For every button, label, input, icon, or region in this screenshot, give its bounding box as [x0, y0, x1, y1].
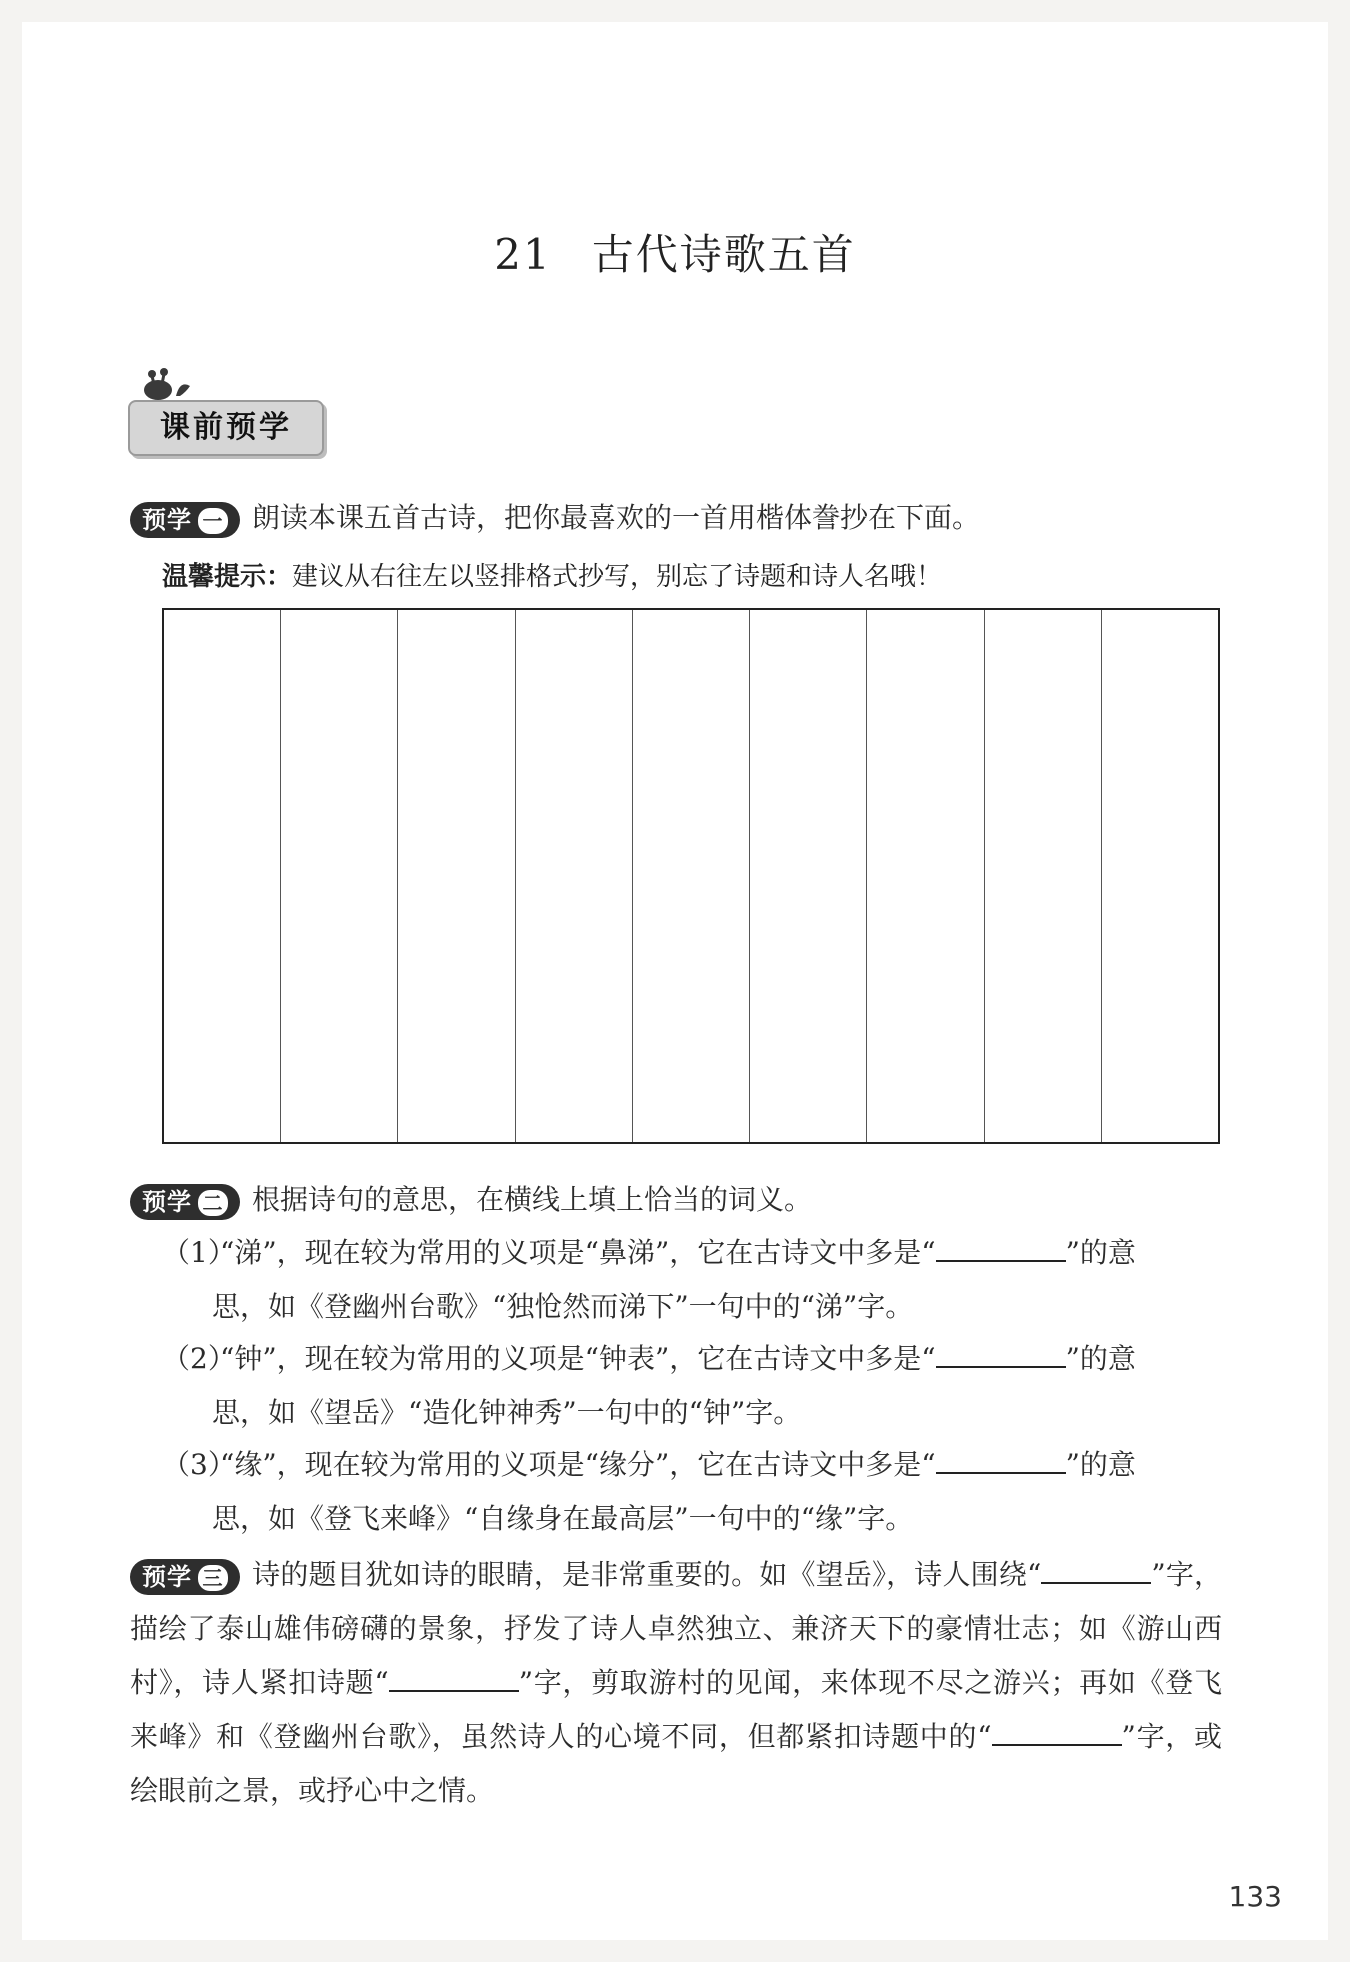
sub-question-2: （2）“钟”，现在较为常用的义项是“钟表”，它在古诗文中多是“ ”的意 思，如《望岳》“造化钟神秀”一句中的“钟”字。 [162, 1332, 1222, 1440]
question-tag: 预学 二 [130, 1184, 240, 1220]
grid-column[interactable] [516, 610, 633, 1142]
lesson-number: 21 [494, 230, 552, 279]
grid-column[interactable] [398, 610, 515, 1142]
answer-blank[interactable] [1041, 1554, 1151, 1584]
sub-question-3: （3）“缘”，现在较为常用的义项是“缘分”，它在古诗文中多是“ ”的意 思，如《登飞来峰》“自缘身在最高层”一句中的“缘”字。 [162, 1438, 1222, 1546]
lesson-title: 古代诗歌五首 [591, 230, 856, 279]
answer-blank[interactable] [389, 1662, 519, 1692]
question-text: 根据诗句的意思，在横线上填上恰当的词义。 [252, 1183, 813, 1216]
hint-text: 建议从右往左以竖排格式抄写，别忘了诗题和诗人名哦！ [292, 562, 943, 592]
grid-column[interactable] [281, 610, 398, 1142]
grid-column[interactable] [867, 610, 984, 1142]
copy-grid[interactable] [162, 608, 1220, 1144]
section-badge: 课前预学 [128, 400, 324, 456]
sub-question-1: （1）“涕”，现在较为常用的义项是“鼻涕”，它在古诗文中多是“ ”的意 思，如《登幽州台歌》“独怆然而涕下”一句中的“涕”字。 [162, 1226, 1222, 1334]
section-header [128, 362, 328, 462]
page-number: 133 [1228, 1880, 1282, 1913]
question-3: 预学 三 诗的题目犹如诗的眼睛，是非常重要的。如《望岳》，诗人围绕“ ”字，描绘了泰山雄伟磅礴的景象，抒发了诗人卓然独立、兼济天下的豪情壮志；如《游山西村》，诗人紧扣诗题“ ”字，剪取游村的见闻，来体现不尽之游兴；再如《登飞来峰》和《登幽州台歌》，虽然诗人的心境不同，但都紧扣诗题中的“ ”字，或绘眼前之景，或抒心中之情。 [130, 1548, 1222, 1818]
hint-label: 温馨提示： [162, 562, 293, 592]
question-1 [130, 496, 980, 538]
hint [162, 556, 942, 593]
question-tag: 预学 三 [130, 1559, 240, 1595]
answer-blank[interactable] [936, 1444, 1066, 1474]
question-tag: 预学 一 [130, 502, 240, 538]
grid-column[interactable] [164, 610, 281, 1142]
answer-blank[interactable] [936, 1232, 1066, 1262]
grid-column[interactable] [633, 610, 750, 1142]
grid-column[interactable] [985, 610, 1102, 1142]
answer-blank[interactable] [992, 1716, 1122, 1746]
grid-column[interactable] [1102, 610, 1218, 1142]
snail-icon [136, 362, 196, 402]
grid-column[interactable] [750, 610, 867, 1142]
answer-blank[interactable] [936, 1338, 1066, 1368]
question-text: 朗读本课五首古诗，把你最喜欢的一首用楷体誊抄在下面。 [252, 501, 981, 534]
question-2 [130, 1178, 812, 1220]
page-title [0, 222, 1350, 282]
